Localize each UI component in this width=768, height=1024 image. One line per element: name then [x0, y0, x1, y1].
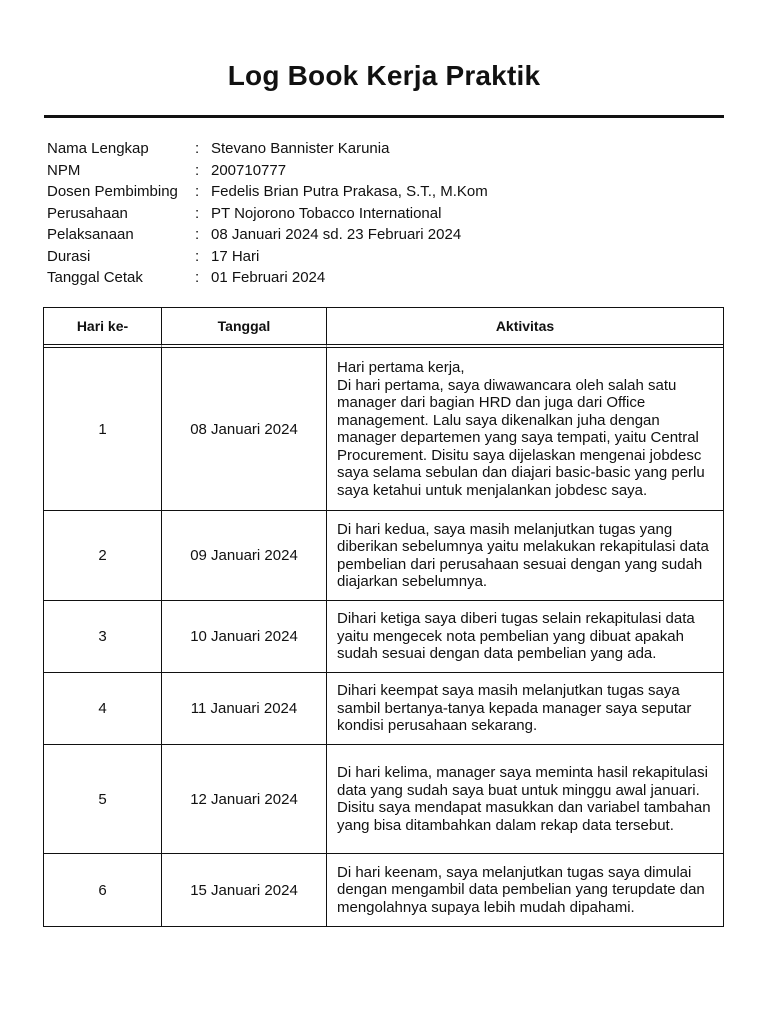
- cell-date: 09 Januari 2024: [162, 511, 327, 601]
- info-label: Pelaksanaan: [47, 226, 134, 243]
- info-value: Stevano Bannister Karunia: [211, 140, 390, 157]
- cell-day: 3: [44, 601, 162, 673]
- table-row: [44, 745, 723, 854]
- info-value: 01 Februari 2024: [211, 269, 326, 286]
- info-value: PT Nojorono Tobacco International: [211, 204, 442, 222]
- header-date: Tanggal: [162, 308, 327, 348]
- info-row-period: [47, 224, 488, 246]
- info-label: Dosen Pembimbing: [47, 183, 178, 200]
- info-colon: :: [195, 269, 200, 286]
- info-value: 200710777: [211, 161, 287, 179]
- info-label: NPM: [47, 161, 81, 179]
- info-row-company: [47, 203, 488, 225]
- table-row: [44, 673, 723, 745]
- info-colon: :: [195, 204, 200, 222]
- info-label: Perusahaan: [47, 204, 128, 222]
- cell-date: 11 Januari 2024: [162, 673, 327, 745]
- info-colon: :: [195, 247, 200, 265]
- table-row: [44, 348, 723, 511]
- cell-day: 6: [44, 854, 162, 926]
- info-colon: :: [195, 183, 200, 200]
- cell-activity: Dihari ketiga saya diberi tugas selain rekapitulasi data yaitu mengecek nota pembelian yang dibuat apakah sudah sesuai dengan data pembelian yang ada.: [327, 601, 723, 673]
- cell-activity: Di hari kelima, manager saya meminta hasil rekapitulasi data yang sudah saya buat untuk minggu awal januari. Disitu saya mendapat masukkan dan variabel tambahan yang bisa ditambahkan dalam rekap data tersebut.: [327, 745, 723, 854]
- info-row-advisor: [47, 181, 488, 203]
- cell-activity: Hari pertama kerja, Di hari pertama, saya diwawancara oleh salah satu manager dari bagian HRD dan juga dari Office management. Lalu saya dikenalkan juha dengan manager departemen yang saya tempati, yaitu Central Procurement. Disitu saya dijelaskan mengenai jobdesc saya selama sebulan dan diajari basic-basic yang perlu saya ketahui untuk menjalankan jobdesc saya.: [327, 348, 723, 511]
- cell-date: 15 Januari 2024: [162, 854, 327, 926]
- info-colon: :: [195, 140, 200, 157]
- student-info: [47, 138, 488, 289]
- info-row-duration: [47, 246, 488, 268]
- info-colon: :: [195, 161, 200, 179]
- info-colon: :: [195, 226, 200, 243]
- info-label: Durasi: [47, 247, 91, 265]
- header-day: Hari ke-: [44, 308, 162, 348]
- table-header-row: [44, 308, 723, 348]
- cell-day: 4: [44, 673, 162, 745]
- info-value: Fedelis Brian Putra Prakasa, S.T., M.Kom: [211, 183, 488, 200]
- info-row-npm: [47, 160, 488, 182]
- cell-day: 2: [44, 511, 162, 601]
- info-value: 08 Januari 2024 sd. 23 Februari 2024: [211, 226, 462, 243]
- cell-activity: Dihari keempat saya masih melanjutkan tugas saya sambil bertanya-tanya kepada manager saya seputar kondisi perusahaan sekarang.: [327, 673, 723, 745]
- table-row: [44, 511, 723, 601]
- logbook-table: [43, 307, 724, 927]
- info-row-name: [47, 138, 488, 160]
- cell-day: 5: [44, 745, 162, 854]
- table-row: [44, 601, 723, 673]
- cell-day: 1: [44, 348, 162, 511]
- table-row: [44, 854, 723, 926]
- cell-date: 10 Januari 2024: [162, 601, 327, 673]
- cell-activity: Di hari keenam, saya melanjutkan tugas saya dimulai dengan mengambil data pembelian yang terupdate dan mengolahnya supaya lebih mudah dipahami.: [337, 863, 705, 916]
- title-divider: [44, 115, 724, 118]
- info-row-print-date: [47, 267, 488, 289]
- cell-activity: Di hari kedua, saya masih melanjutkan tugas yang diberikan sebelumnya yaitu melakukan rekapitulasi data pembelian dari perusahaan sesuai dengan yang sudah diajarkan sebelumnya.: [327, 511, 723, 601]
- info-value: 17 Hari: [211, 247, 260, 265]
- cell-date: 08 Januari 2024: [162, 348, 327, 511]
- cell-date: 12 Januari 2024: [162, 745, 327, 854]
- info-label: Nama Lengkap: [47, 140, 149, 157]
- info-label: Tanggal Cetak: [47, 269, 143, 286]
- document-title: Log Book Kerja Praktik: [227, 60, 541, 91]
- header-activity: Aktivitas: [327, 308, 723, 348]
